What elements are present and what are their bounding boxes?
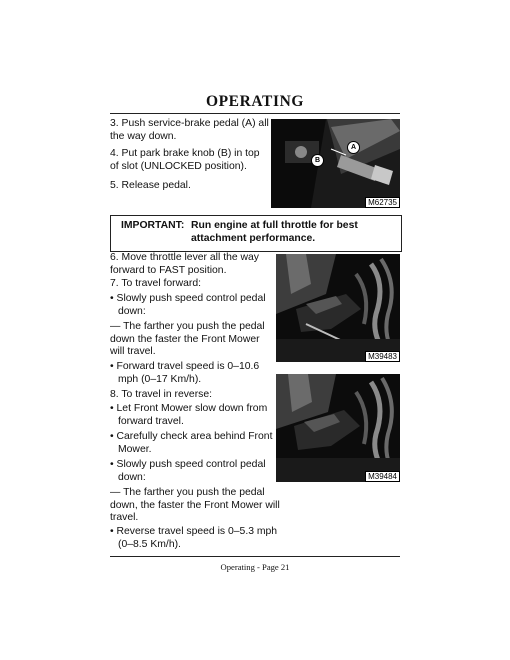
important-message: Run engine at full throttle for best attachment performance. xyxy=(191,220,358,244)
important-notice xyxy=(110,215,402,252)
step-4: 4. Put park brake knob (B) in top of slot (UNLOCKED position). xyxy=(110,148,260,172)
figure-code-2: M39483 xyxy=(365,351,400,362)
dash-forward: — The farther you push the pedal down the faster the Front Mower will travel. xyxy=(110,321,265,358)
bullet-forward-pedal: • Slowly push speed control pedal down: xyxy=(110,293,266,317)
step-8: 8. To travel in reverse: xyxy=(110,389,213,400)
page-footer: Operating - Page 21 xyxy=(220,562,290,572)
step-7: 7. To travel forward: xyxy=(110,278,202,289)
footer-rule xyxy=(110,556,400,557)
bullet-slow-down: • Let Front Mower slow down from forward travel. xyxy=(110,403,268,427)
callout-b: B xyxy=(311,154,324,167)
step-3: 3. Push service-brake pedal (A) all the way down. xyxy=(110,118,269,142)
title-rule xyxy=(110,113,400,114)
figure-code-1: M62735 xyxy=(365,197,400,208)
bullet-forward-speed: • Forward travel speed is 0–10.6 mph (0–17 Km/h). xyxy=(110,361,260,385)
bullet-reverse-pedal: • Slowly push speed control pedal down: xyxy=(110,459,266,483)
step-5: 5. Release pedal. xyxy=(110,180,191,191)
bullet-check-area: • Carefully check area behind Front Mower. xyxy=(110,431,273,455)
page-title: OPERATING xyxy=(205,93,305,110)
brake-pedal-figure xyxy=(271,119,400,208)
dash-reverse: — The farther you push the pedal down, the faster the Front Mower will travel. xyxy=(110,487,280,524)
figure-code-3: M39484 xyxy=(365,471,400,482)
bullet-reverse-speed: • Reverse travel speed is 0–5.3 mph (0–8.5 Km/h). xyxy=(110,526,278,550)
reverse-pedal-figure xyxy=(276,374,400,482)
forward-pedal-figure xyxy=(276,254,400,362)
step-6: 6. Move throttle lever all the way forward to FAST position. xyxy=(110,252,260,276)
important-label: IMPORTANT: xyxy=(121,220,185,231)
callout-a: A xyxy=(347,141,360,154)
